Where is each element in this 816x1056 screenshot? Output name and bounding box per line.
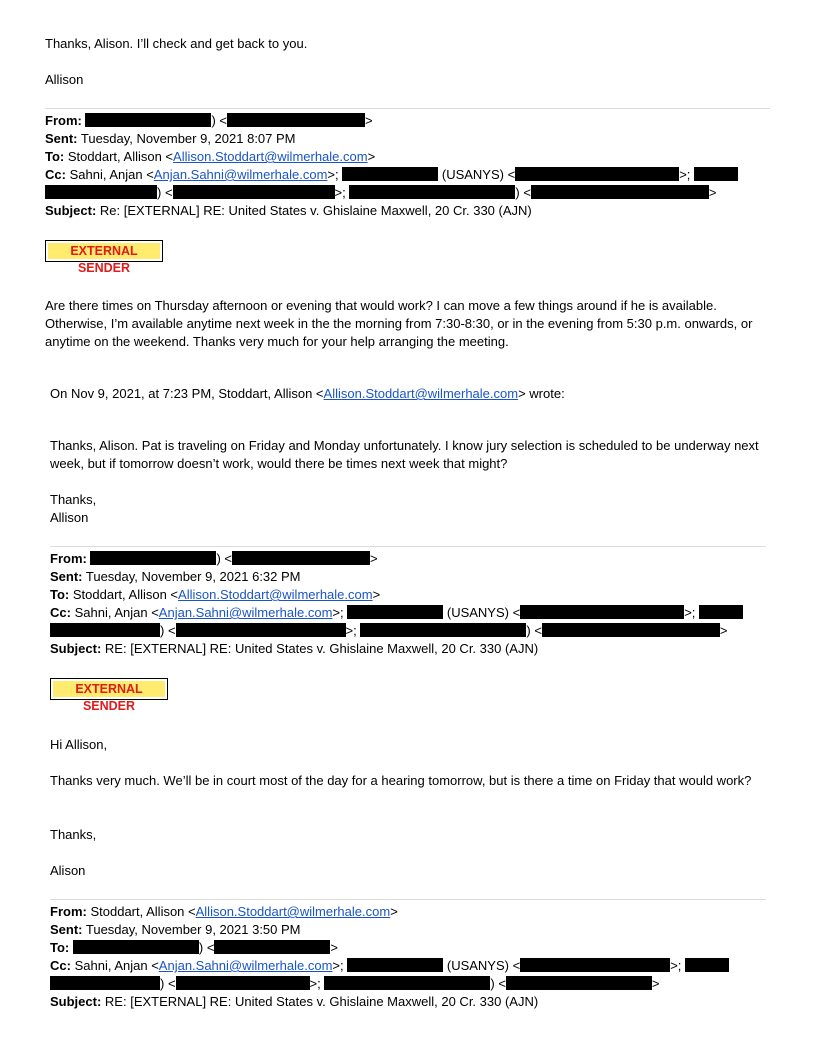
subject-value: Re: [EXTERNAL] RE: United States v. Ghislaine Maxwell, 20 Cr. 330 (AJN) bbox=[99, 203, 532, 218]
redaction-box bbox=[50, 976, 160, 990]
redaction-box bbox=[173, 185, 335, 199]
email1-cc-line2: ) < >; ) < > bbox=[45, 184, 717, 202]
email3-cc-line2: ) < >; ) < > bbox=[50, 975, 660, 993]
email2-to-line: To: Stoddart, Allison <Allison.Stoddart@wilmerhale.com> bbox=[50, 587, 381, 602]
redaction-box bbox=[542, 623, 720, 637]
email3-subject-line: Subject: RE: [EXTERNAL] RE: United States v. Ghislaine Maxwell, 20 Cr. 330 (AJN) bbox=[50, 994, 539, 1009]
redaction-box bbox=[85, 113, 211, 127]
redaction-box bbox=[214, 940, 330, 954]
redaction-box bbox=[45, 185, 157, 199]
redaction-box bbox=[506, 976, 652, 990]
cc-name: Sahni, Anjan < bbox=[69, 167, 154, 182]
redaction-box bbox=[176, 623, 346, 637]
email1-body: Are there times on Thursday afternoon or evening that would work? I can move a few things around if he is available. Otherwise, I’m available anytime next week in the the morning from 7:30-8:30, or in the evening from 5:30 p.m. onwards, or anytime on the weekend. Thanks very much for your help arranging the meeting. bbox=[45, 298, 753, 349]
email2-cc-line2: ) < >; ) < > bbox=[50, 622, 728, 640]
email2-cc-line: Cc: Sahni, Anjan <Anjan.Sahni@wilmerhale.com>; (USANYS) < >; bbox=[50, 604, 743, 622]
email3-sent-line: Sent: Tuesday, November 9, 2021 3:50 PM bbox=[50, 922, 301, 937]
quote-thanks: Thanks, bbox=[50, 492, 97, 507]
email1-from-line: From: ) < > bbox=[45, 113, 373, 128]
email2-sent-line: Sent: Tuesday, November 9, 2021 6:32 PM bbox=[50, 569, 301, 584]
email2-subject-line: Subject: RE: [EXTERNAL] RE: United States v. Ghislaine Maxwell, 20 Cr. 330 (AJN) bbox=[50, 641, 539, 656]
redaction-box bbox=[347, 605, 443, 619]
redaction-box bbox=[232, 551, 370, 565]
from-email-link[interactable]: Allison.Stoddart@wilmerhale.com bbox=[195, 904, 391, 919]
cc-email-link[interactable]: Anjan.Sahni@wilmerhale.com bbox=[153, 167, 328, 182]
quote-signature: Allison bbox=[50, 510, 89, 525]
to-email-link[interactable]: Allison.Stoddart@wilmerhale.com bbox=[178, 587, 373, 602]
sent-label: Sent: bbox=[45, 131, 78, 146]
quote-email-link[interactable]: Allison.Stoddart@wilmerhale.com bbox=[323, 386, 519, 401]
redaction-box bbox=[347, 958, 443, 972]
email2-signature: Alison bbox=[50, 863, 86, 878]
cc-email-link[interactable]: Anjan.Sahni@wilmerhale.com bbox=[158, 605, 333, 620]
quote-body: Thanks, Alison. Pat is traveling on Friday and Monday unfortunately. I know jury selection is scheduled to be underway next week, but if tomorrow doesn’t work, would there be times next week that might? bbox=[50, 438, 759, 471]
divider bbox=[45, 108, 770, 109]
email2-body: Thanks very much. We’ll be in court most of the day for a hearing tomorrow, but is there a time on Friday that would work? bbox=[50, 773, 752, 788]
redaction-box bbox=[699, 605, 743, 619]
cc-label: Cc: bbox=[45, 167, 66, 182]
quote-attribution: On Nov 9, 2021, at 7:23 PM, Stoddart, Allison <Allison.Stoddart@wilmerhale.com> wrote: bbox=[50, 386, 565, 401]
redaction-box bbox=[531, 185, 709, 199]
email1-cc-line: Cc: Sahni, Anjan <Anjan.Sahni@wilmerhale.com>; (USANYS) < >; bbox=[45, 166, 738, 184]
email3-to-line: To: ) < > bbox=[50, 940, 339, 955]
cc-email-link[interactable]: Anjan.Sahni@wilmerhale.com bbox=[158, 958, 333, 973]
subject-label: Subject: bbox=[45, 203, 97, 218]
redaction-box bbox=[50, 623, 160, 637]
divider bbox=[50, 546, 766, 547]
redaction-box bbox=[73, 940, 199, 954]
from-label: From: bbox=[45, 113, 82, 128]
redaction-box bbox=[342, 167, 438, 181]
redaction-box bbox=[90, 551, 216, 565]
external-sender-badge: EXTERNAL SENDER bbox=[50, 678, 168, 700]
email1-to-line: To: Stoddart, Allison <Allison.Stoddart@wilmerhale.com> bbox=[45, 149, 376, 164]
to-email-link[interactable]: Allison.Stoddart@wilmerhale.com bbox=[173, 149, 368, 164]
redaction-box bbox=[227, 113, 365, 127]
sent-value: Tuesday, November 9, 2021 8:07 PM bbox=[80, 131, 296, 146]
to-name: Stoddart, Allison < bbox=[67, 149, 174, 164]
redaction-box bbox=[520, 958, 670, 972]
external-sender-badge: EXTERNAL SENDER bbox=[45, 240, 163, 262]
redaction-box bbox=[694, 167, 738, 181]
email3-from-line: From: Stoddart, Allison <Allison.Stoddart@wilmerhale.com> bbox=[50, 904, 398, 919]
cc-usanys: (USANYS) < bbox=[441, 167, 516, 182]
to-label: To: bbox=[45, 149, 65, 164]
divider bbox=[50, 899, 766, 900]
redaction-box bbox=[360, 623, 526, 637]
redaction-box bbox=[176, 976, 310, 990]
email2-from-line: From: ) < > bbox=[50, 551, 378, 566]
email1-sent-line bbox=[45, 130, 296, 148]
redaction-box bbox=[515, 167, 679, 181]
top-reply-text: Thanks, Alison. I’ll check and get back to you. bbox=[45, 36, 308, 51]
redaction-box bbox=[520, 605, 684, 619]
top-reply-signature: Allison bbox=[45, 72, 84, 87]
redaction-box bbox=[685, 958, 729, 972]
redaction-box bbox=[349, 185, 515, 199]
email1-subject-line bbox=[45, 202, 532, 220]
email2-thanks: Thanks, bbox=[50, 827, 97, 842]
redaction-box bbox=[324, 976, 490, 990]
email2-greeting: Hi Allison, bbox=[50, 737, 108, 752]
email3-cc-line: Cc: Sahni, Anjan <Anjan.Sahni@wilmerhale.com>; (USANYS) < >; bbox=[50, 957, 729, 975]
